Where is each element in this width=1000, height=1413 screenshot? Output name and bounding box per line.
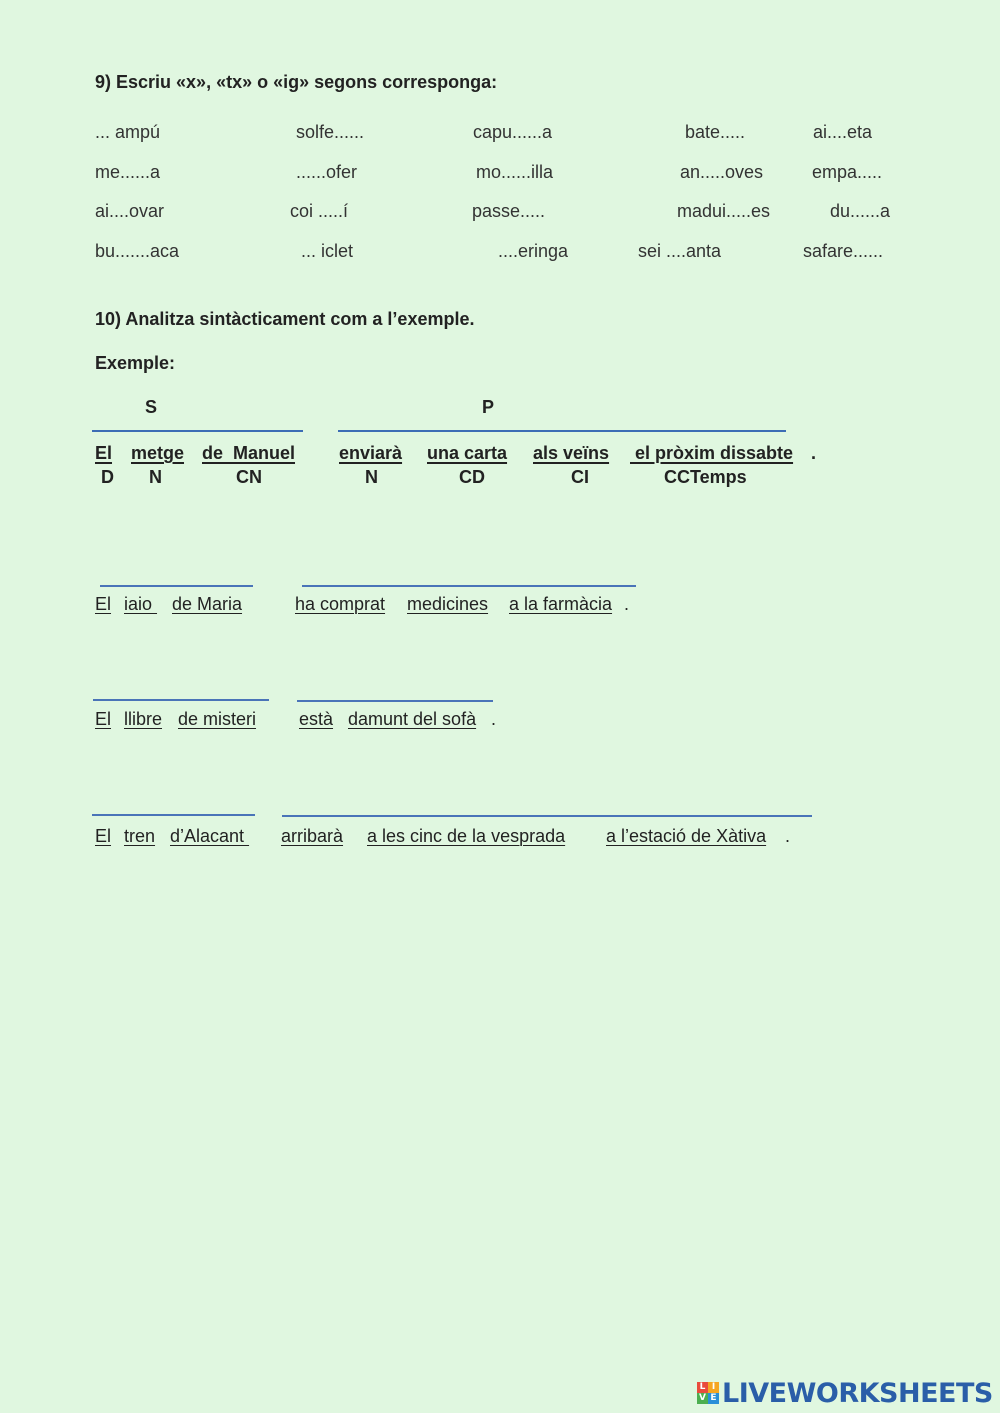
sentence-period: . xyxy=(624,594,630,614)
example-segment: metge xyxy=(131,443,185,463)
subject-answer-line xyxy=(100,585,253,587)
sentence-segment: El xyxy=(95,826,112,846)
gap-word: ai....eta xyxy=(813,122,873,142)
logo-mark-letter: E xyxy=(708,1393,719,1404)
function-label: CN xyxy=(236,467,262,487)
function-label: CD xyxy=(459,467,485,487)
function-label: N xyxy=(365,467,378,487)
gap-word: capu......a xyxy=(473,122,553,142)
predicate-answer-line xyxy=(297,700,493,702)
gap-word: an.....oves xyxy=(680,162,764,182)
gap-word: sei ....anta xyxy=(638,241,722,261)
logo-text: LIVEWORKSHEETS xyxy=(722,1377,993,1409)
gap-word: coi .....í xyxy=(290,201,349,221)
sentence-segment: està xyxy=(299,709,334,729)
gap-word: ......ofer xyxy=(296,162,358,182)
predicate-bracket-line xyxy=(338,430,786,432)
logo-mark-letter: V xyxy=(697,1393,708,1404)
function-label: D xyxy=(101,467,114,487)
exercise-10-title: 10) Analitza sintàcticament com a l’exemple. xyxy=(95,309,475,329)
predicate-tag: P xyxy=(482,397,495,417)
subject-answer-line xyxy=(93,699,269,701)
example-segment: enviarà xyxy=(339,443,403,463)
gap-word: solfe...... xyxy=(296,122,365,142)
logo-mark-letter: L xyxy=(697,1382,708,1393)
gap-word: madui.....es xyxy=(677,201,771,221)
sentence-segment: medicines xyxy=(407,594,489,614)
subject-bracket-line xyxy=(92,430,303,432)
sentence-segment: damunt del sofà xyxy=(348,709,477,729)
sentence-segment: a l’estació de Xàtiva xyxy=(606,826,767,846)
gap-word: ... ampú xyxy=(95,122,161,142)
sentence-segment: de Maria xyxy=(172,594,243,614)
function-label: N xyxy=(149,467,162,487)
function-label: CCTemps xyxy=(664,467,747,487)
gap-word: ai....ovar xyxy=(95,201,165,221)
example-period: . xyxy=(811,443,817,463)
gap-word: mo......illa xyxy=(476,162,554,182)
sentence-segment: El xyxy=(95,594,112,614)
gap-word: passe..... xyxy=(472,201,546,221)
logo-mark-letter: I xyxy=(708,1382,719,1393)
gap-word: bu.......aca xyxy=(95,241,180,261)
example-label: Exemple: xyxy=(95,353,176,373)
exercise-9-title: 9) Escriu «x», «tx» o «ig» segons corresponga: xyxy=(95,72,498,92)
example-segment: una carta xyxy=(427,443,508,463)
predicate-answer-line xyxy=(302,585,636,587)
gap-word: du......a xyxy=(830,201,891,221)
gap-word: safare...... xyxy=(803,241,884,261)
sentence-segment: tren xyxy=(124,826,156,846)
sentence-segment: arribarà xyxy=(281,826,344,846)
gap-word: ....eringa xyxy=(498,241,569,261)
example-segment: el pròxim dissabte xyxy=(630,443,794,463)
function-label: CI xyxy=(571,467,589,487)
sentence-period: . xyxy=(491,709,497,729)
gap-word: empa..... xyxy=(812,162,883,182)
sentence-segment: iaio xyxy=(124,594,158,614)
gap-word: ... iclet xyxy=(301,241,354,261)
subject-answer-line xyxy=(92,814,255,816)
gap-word: me......a xyxy=(95,162,161,182)
liveworksheets-logo-icon xyxy=(697,1382,719,1404)
gap-word: bate..... xyxy=(685,122,746,142)
sentence-segment: d’Alacant xyxy=(170,826,250,846)
sentence-segment: a les cinc de la vesprada xyxy=(367,826,566,846)
example-segment: de Manuel xyxy=(202,443,296,463)
sentence-segment: de misteri xyxy=(178,709,257,729)
sentence-segment: El xyxy=(95,709,112,729)
sentence-segment: ha comprat xyxy=(295,594,386,614)
predicate-answer-line xyxy=(282,815,812,817)
sentence-segment: a la farmàcia xyxy=(509,594,613,614)
example-segment: als veïns xyxy=(533,443,610,463)
sentence-segment: llibre xyxy=(124,709,163,729)
subject-tag: S xyxy=(145,397,158,417)
example-segment: El xyxy=(95,443,113,463)
liveworksheets-logo xyxy=(697,1378,993,1408)
sentence-period: . xyxy=(785,826,791,846)
